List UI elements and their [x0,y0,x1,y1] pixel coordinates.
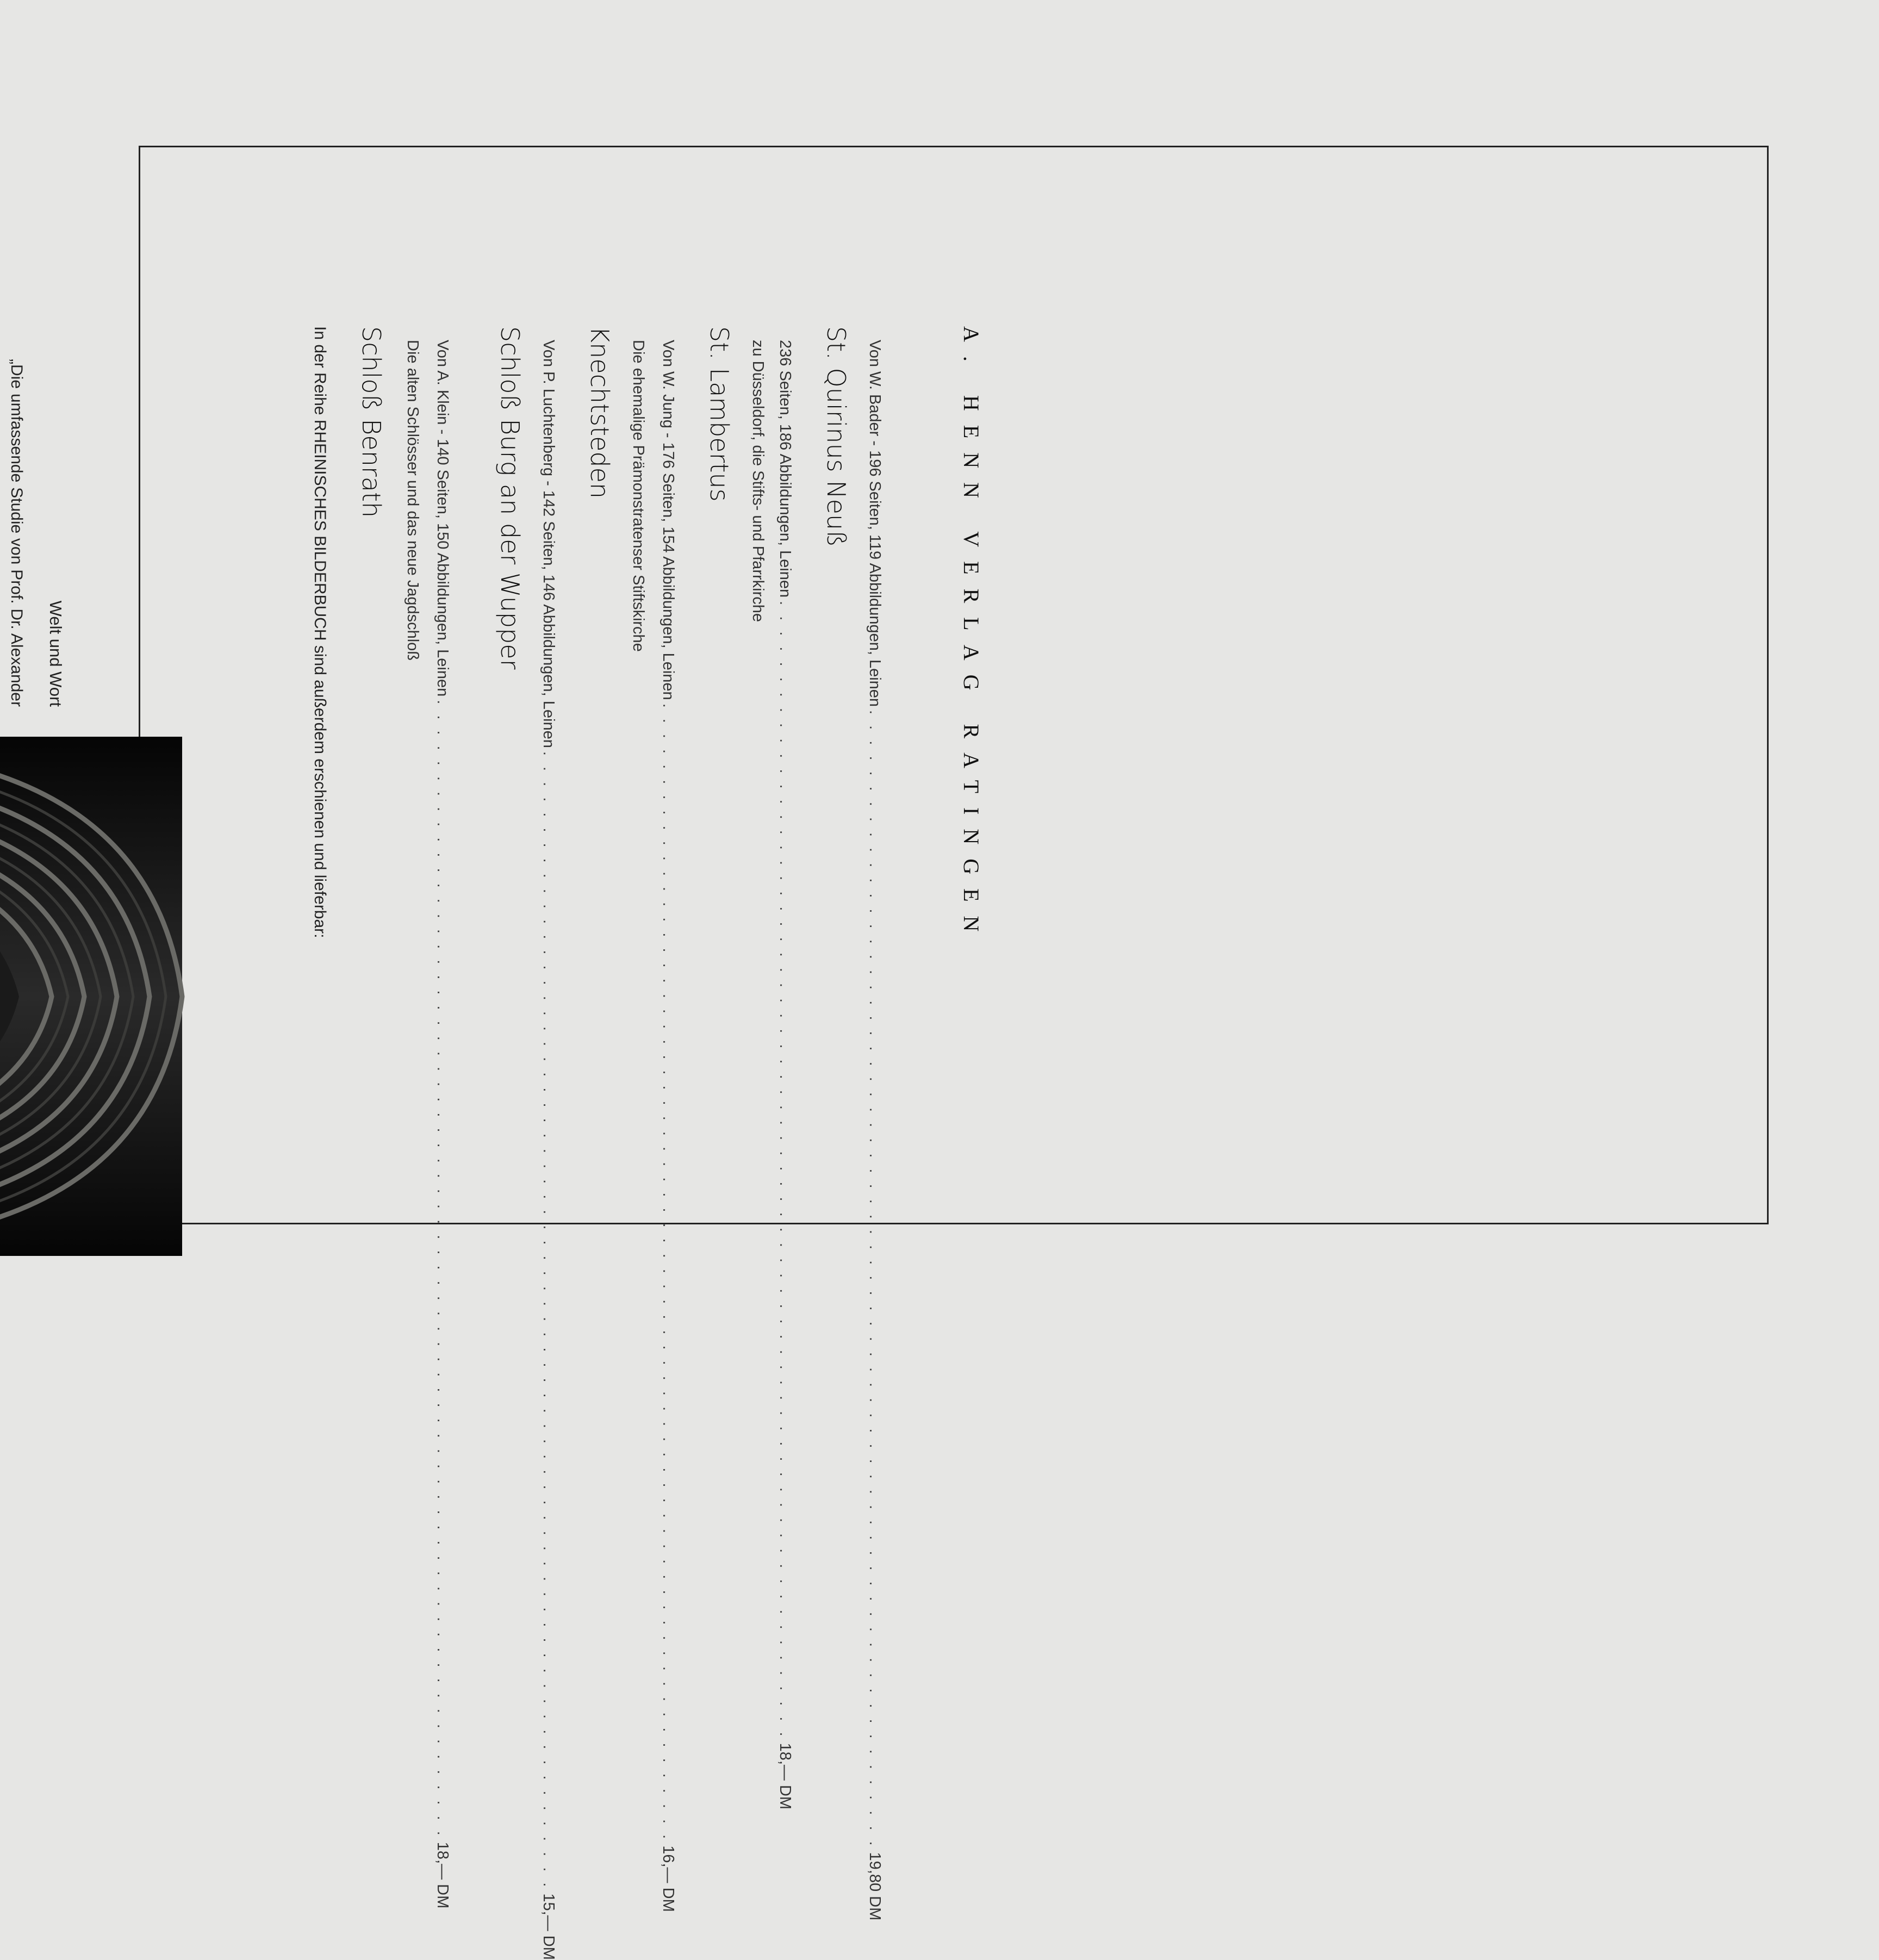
rotated-page-content [0,152,1212,1960]
leader-dots: . . . . . . . . . . . . . . . . . . . . . . . . . . . . . . . . . . . . . . . . . . . . . . . . . . . . . . . . . . . . . . . . . . . . . . . . . . . [540,751,557,1890]
book-price: 15,— DM [540,1893,557,1960]
book-subtitle: zu Düsseldorf, die Stifts- und Pfarrkirche [749,340,767,622]
book-details: Von W. Bader - 196 Seiten, 119 Abbildungen, Leinen [866,340,883,707]
book-price: 18,— DM [776,1743,794,1810]
book-price: 16,— DM [659,1845,677,1912]
book-title: St. Quirinus Neuß [822,326,851,547]
book-details-line [433,340,451,1909]
book-details-line [866,340,883,1921]
book-details-line [776,340,794,1810]
book-title: Schloß Benrath [357,326,386,518]
leader-dots: . . . . . . . . . . . . . . . . . . . . . . . . . . . . . . . . . . . . . . . . . . . . . . . . . . . . . . . . . . . . . . . . . . . . . . . . . . . [866,710,883,1849]
cathedral-window-photo [0,737,182,1256]
book-details: 236 Seiten, 186 Abbildungen, Leinen [776,340,794,598]
book-details: Von W. Jung - 176 Seiten, 154 Abbildungen, Leinen [659,340,677,700]
advertisement-page [8,152,1762,1960]
series-intro: In der Reihe RHEINISCHES BILDERBUCH sind außerdem erschienen und lieferbar: [311,326,329,938]
leader-dots: . . . . . . . . . . . . . . . . . . . . . . . . . . . . . . . . . . . . . . . . . . . . . . . . . . . . . . . . . . . . . . . . . . . . . . . . . . . [776,601,794,1740]
publisher-name: A. HENN VERLAG RATINGEN [959,326,984,946]
book-price: 19,80 DM [866,1852,883,1921]
book-price: 18,— DM [434,1841,451,1909]
leader-dots: . . . . . . . . . . . . . . . . . . . . . . . . . . . . . . . . . . . . . . . . . . . . . . . . . . . . . . . . . . . . . . . . . . . . . . . . . . . [659,703,677,1843]
book-subtitle: Die ehemalige Prämonstratenser Stiftskirche [630,340,647,652]
book-details-line [539,340,557,1960]
book-subtitle: Die alten Schlösser und das neue Jagdschloß [404,340,421,661]
book-details: Von P. Luchtenberg - 142 Seiten, 146 Abbildungen, Leinen [540,340,557,748]
book-title: Schloß Burg an der Wupper [495,326,525,670]
review-quote: „Die umfassende Studie von Prof. Dr. Alexander [8,359,26,707]
review-source: Welt und Wort [46,600,65,707]
book-title: Knechtsteden [585,326,614,499]
gothic-window-image [0,737,182,1256]
book-details-line [659,340,677,1912]
leader-dots: . . . . . . . . . . . . . . . . . . . . . . . . . . . . . . . . . . . . . . . . . . . . . . . . . . . . . . . . . . . . . . . . . . . . . . . . . . . [434,700,451,1839]
book-title: St. Lambertus [705,326,734,502]
book-details: Von A. Klein - 140 Seiten, 150 Abbildungen, Leinen [434,340,451,697]
